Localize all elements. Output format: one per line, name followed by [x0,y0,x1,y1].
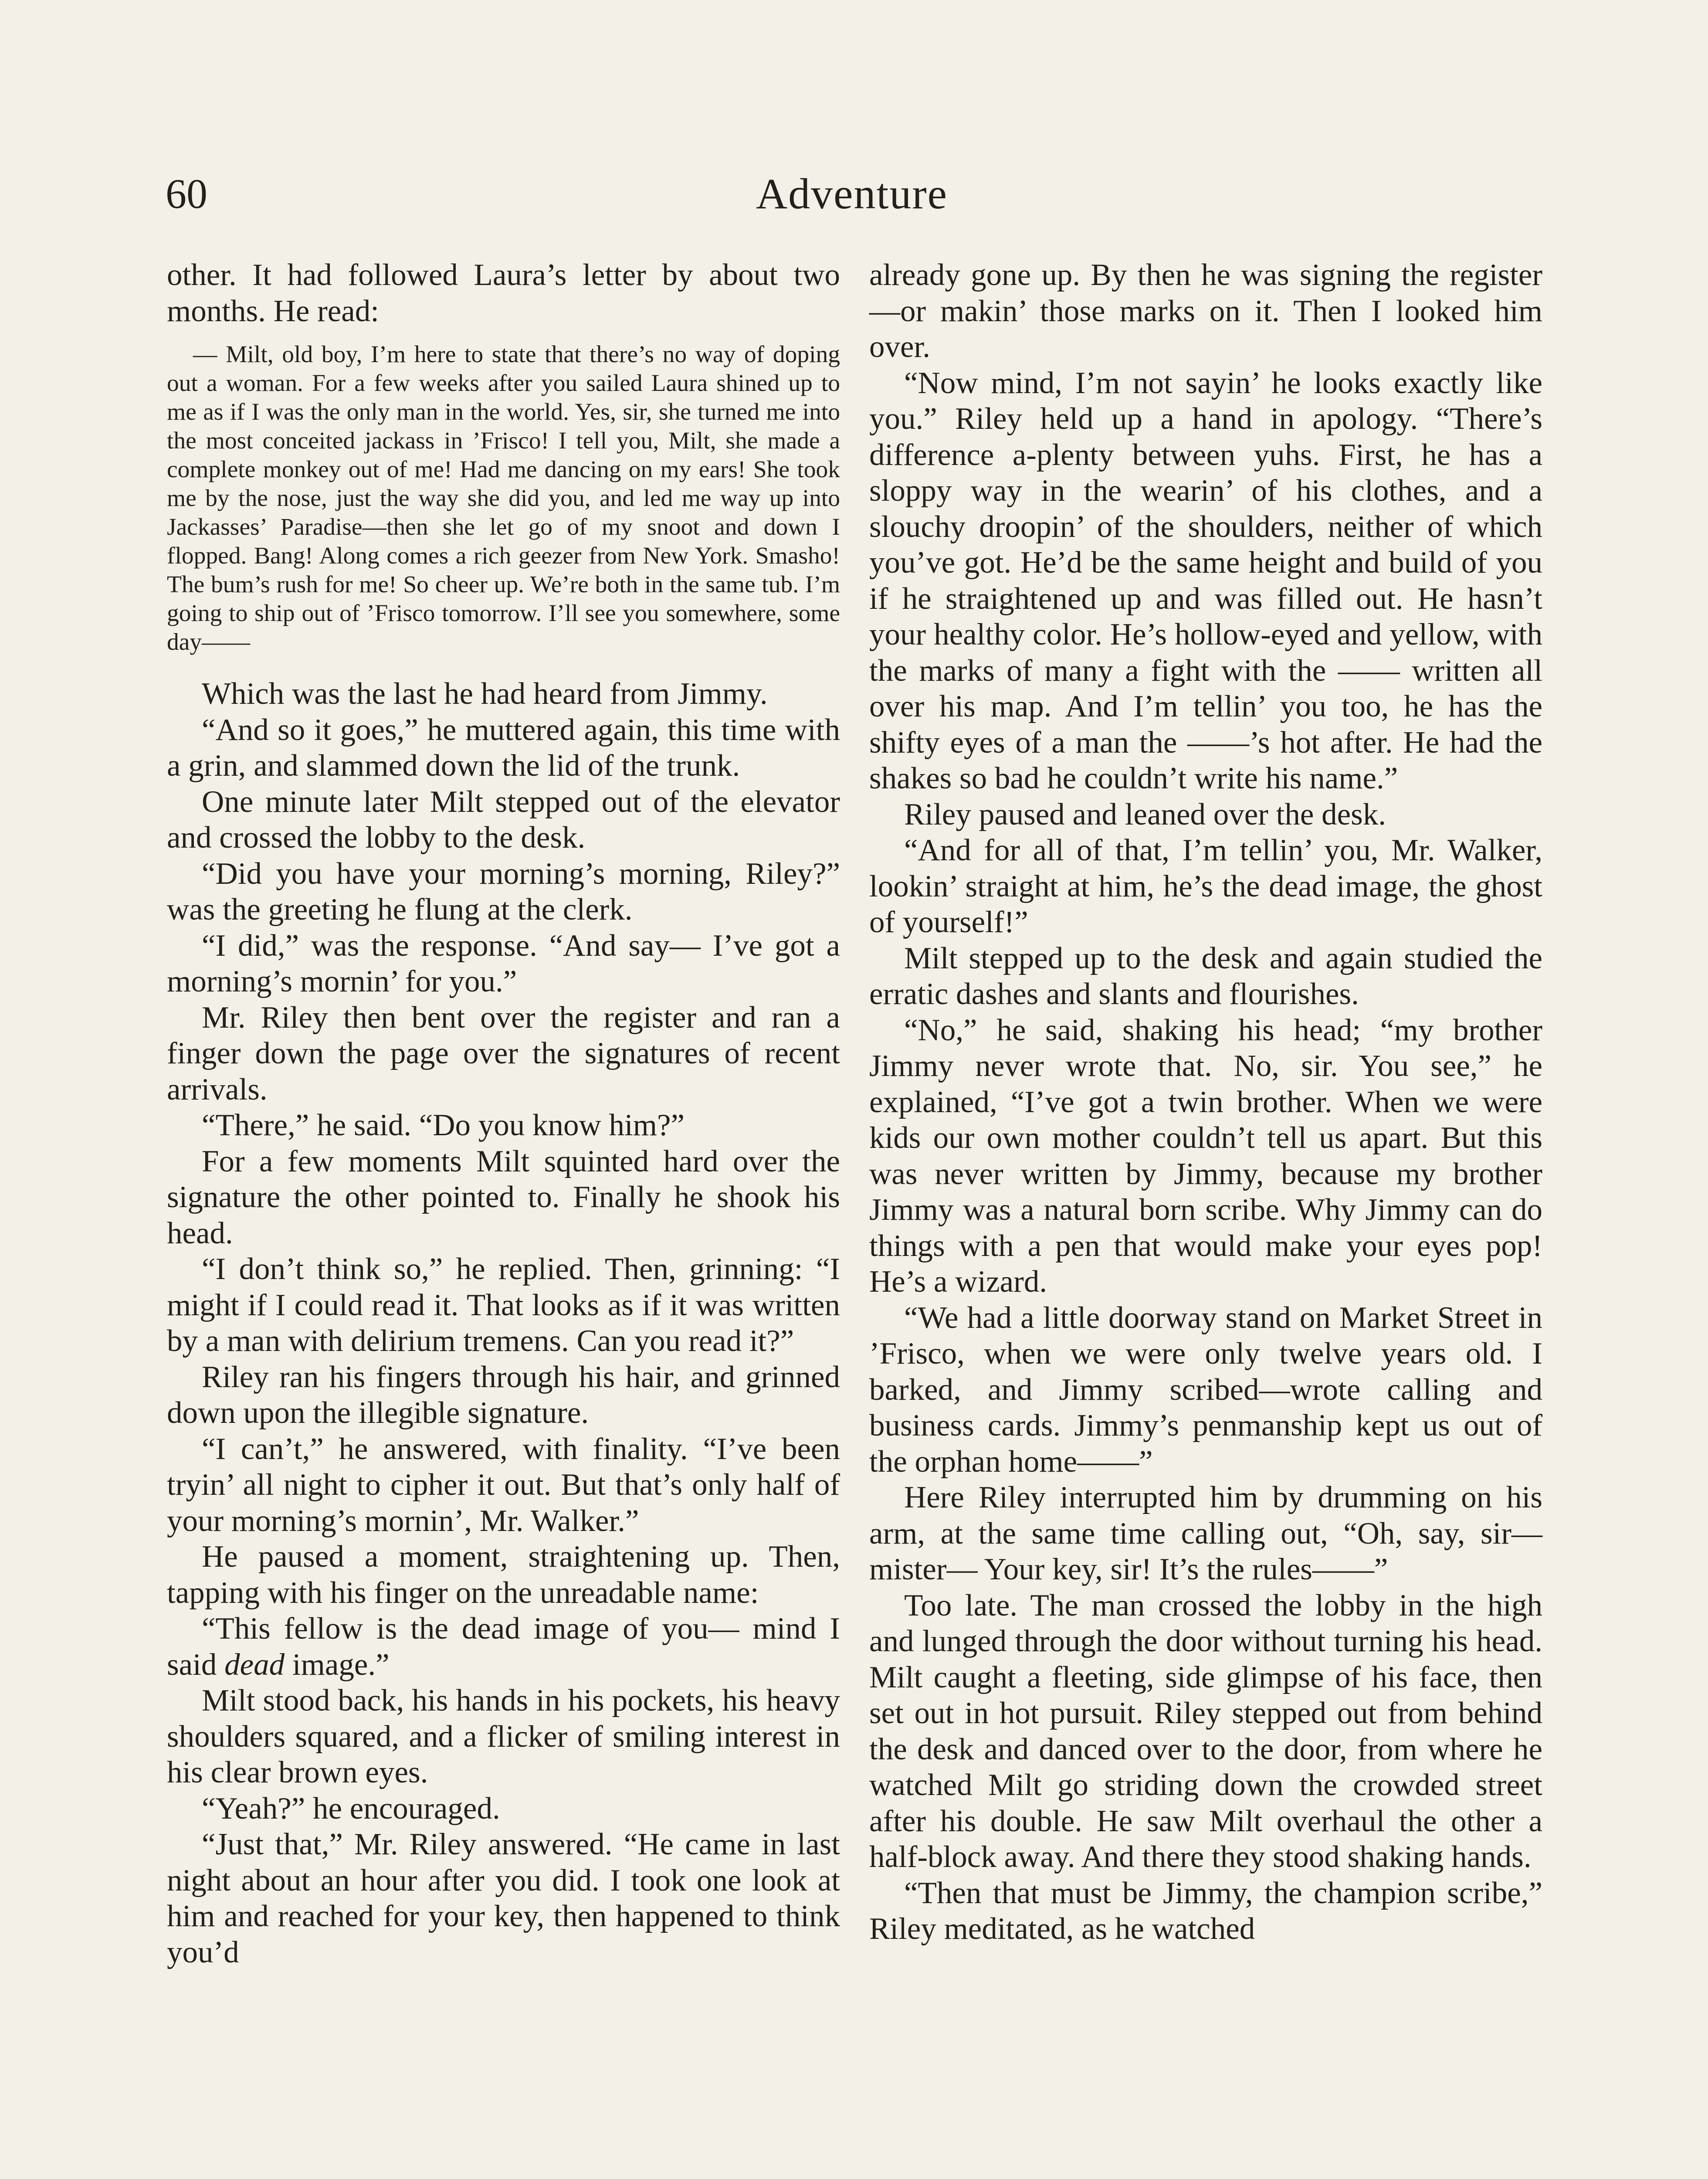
text-run: “This fellow is the dead image of you— mind I said [167,1612,840,1682]
left-column [167,257,840,1970]
paragraph [167,1611,840,1683]
letter-text: — Milt, old boy, I’m here to state that there’s no way of doping out a woman. For a few weeks after you sailed Laura shined up to me as if I was the only man in the world. Yes, sir, she turned me into the most conceited jackass in ’Frisco! I tell you, Milt, she made a complete monkey out of me! Had me dancing on my ears! She took me by the nose, just the way she did you, and led me way up into Jackasses’ Paradise—then she let go of my snoot and down I flopped. Bang! Along comes a rich geezer from New York. Smasho! The bum’s rush for me! So cheer up. We’re both in the same tub. I’m going to ship out of ’Frisco tomorrow. I’ll see you somewhere, some day—— [167,341,840,655]
running-title: Adventure [756,170,948,218]
quoted-letter [167,340,840,657]
paragraph: “I can’t,” he answered, with finality. “I’ve been tryin’ all night to cipher it out. But that’s only half of your morning’s mornin’, Mr. Walker.” [167,1432,840,1538]
paragraph: “Did you have your morning’s morning, Riley?” was the greeting he flung at the clerk. [167,856,840,927]
paragraph: other. It had followed Laura’s letter by about two months. He read: [167,258,840,328]
paragraph: already gone up. By then he was signing the register—or makin’ those marks on it. Then I looked him over. [869,258,1542,364]
paragraph: “Just that,” Mr. Riley answered. “He came in last night about an hour after you did. I took one look at him and reached for your key, then happened to think you’d [167,1827,840,1969]
paragraph: “No,” he said, shaking his head; “my brother Jimmy never wrote that. No, sir. You see,” he explained, “I’ve got a twin brother. When we were kids our own mother couldn’t tell us apart. But this was never written by Jimmy, because my brother Jimmy was a natural born scribe. Why Jimmy can do things with a pen that would make your eyes pop! He’s a wizard. [869,1013,1542,1299]
paragraph: “We had a little doorway stand on Market Street in ’Frisco, when we were only twelve years old. I barked, and Jimmy scribed—wrote calling and business cards. Jimmy’s penmanship kept us out of the orphan home——” [869,1300,1542,1479]
text-run: image.” [285,1647,390,1682]
paragraph: “Then that must be Jimmy, the champion scribe,” Riley meditated, as he watched [869,1876,1542,1946]
paragraph: Here Riley interrupted him by drumming on his arm, at the same time calling out, “Oh, say, sir—mister— Your key, sir! It’s the rules——” [869,1480,1542,1586]
emphasis-text: dead [224,1647,285,1682]
paragraph: He paused a moment, straightening up. Then, tapping with his finger on the unreadable name: [167,1540,840,1610]
paragraph: Too late. The man crossed the lobby in the high and lunged through the door without turning his head. Milt caught a fleeting, side glimpse of his face, then set out in hot pursuit. Riley stepped out from behind the desk and danced over to the door, from where he watched Milt go striding down the crowded street after his double. He saw Milt overhaul the other a half-block away. And there they stood shaking hands. [869,1588,1542,1874]
right-column [869,257,1542,1947]
paragraph: Milt stepped up to the desk and again studied the erratic dashes and slants and flourishes. [869,941,1542,1011]
page-number: 60 [166,170,207,217]
paragraph: Riley paused and leaned over the desk. [904,797,1386,832]
paragraph: For a few moments Milt squinted hard over the signature the other pointed to. Finally he shook his head. [167,1144,840,1250]
paragraph: Milt stood back, his hands in his pockets, his heavy shoulders squared, and a flicker of smiling interest in his clear brown eyes. [167,1683,840,1789]
paragraph: “I did,” was the response. “And say— I’ve got a morning’s mornin’ for you.” [167,928,840,998]
paragraph: “Yeah?” he encouraged. [202,1791,500,1826]
paragraph: Which was the last he had heard from Jimmy. [202,677,768,711]
paragraph: Riley ran his fingers through his hair, and grinned down upon the illegible signature. [167,1360,840,1430]
paragraph: One minute later Milt stepped out of the elevator and crossed the lobby to the desk. [167,784,840,855]
paragraph: “And for all of that, I’m tellin’ you, Mr. Walker, lookin’ straight at him, he’s the dead image, the ghost of yourself!” [869,833,1542,939]
page-header [166,161,1538,227]
paragraph: “I don’t think so,” he replied. Then, grinning: “I might if I could read it. That looks as if it was written by a man with delirium tremens. Can you read it?” [167,1252,840,1358]
paragraph: “And so it goes,” he muttered again, this time with a grin, and slammed down the lid of the trunk. [167,713,840,783]
paragraph: “Now mind, I’m not sayin’ he looks exactly like you.” Riley held up a hand in apology. “There’s difference a-plenty between yuhs. First, he has a sloppy way in the wearin’ of his clothes, and a slouchy droopin’ of the shoulders, neither of which you’ve got. He’d be the same height and build of you if he straightened up and was filled out. He hasn’t your healthy color. He’s hollow-eyed and yellow, with the marks of many a fight with the —— written all over his map. And I’m tellin’ you too, he has the shifty eyes of a man the ——’s hot after. He had the shakes so bad he couldn’t write his name.” [869,366,1542,795]
paragraph: Mr. Riley then bent over the register and ran a finger down the page over the signatures of recent arrivals. [167,1000,840,1106]
paragraph: “There,” he said. “Do you know him?” [202,1108,685,1142]
